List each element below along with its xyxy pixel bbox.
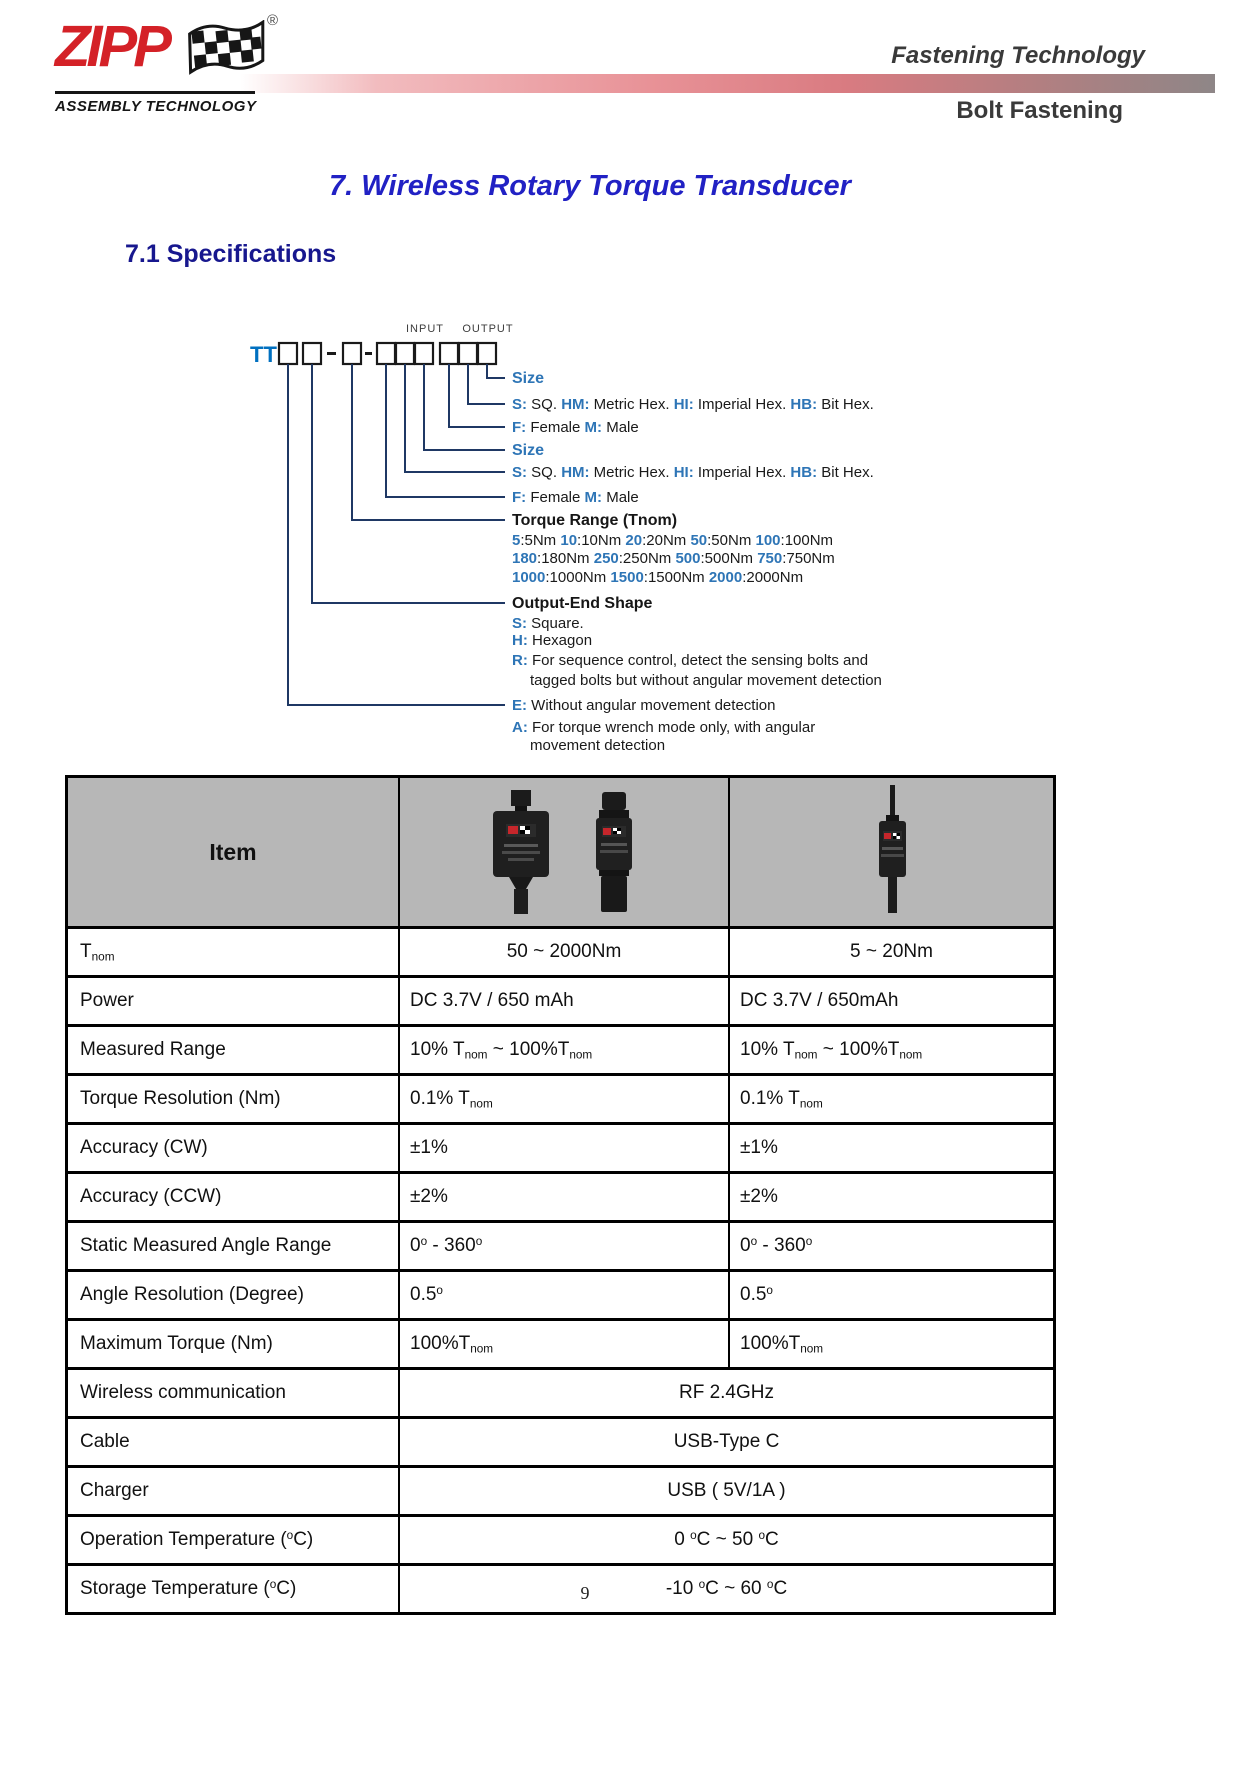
diagram-prefix: TT xyxy=(250,342,277,367)
page-number: 9 xyxy=(580,1583,590,1603)
row-value-span: USB-Type C xyxy=(399,1418,1055,1467)
label-output-end-shape-title: Output-End Shape xyxy=(512,595,653,612)
label-input-hex-codes: S: SQ. HM: Metric Hex. HI: Imperial Hex. HB: Bit Hex. xyxy=(512,464,874,481)
logo-tagline: ASSEMBLY TECHNOLOGY xyxy=(55,98,257,115)
row-value-2: 0$^o$ - 360$^o$ xyxy=(729,1222,1055,1271)
connector-input-gender xyxy=(386,364,505,497)
row-label: Operation Temperature ($^o$C) xyxy=(67,1516,400,1565)
checkered-flag-icon xyxy=(183,20,269,93)
connector-output-gender xyxy=(449,364,505,427)
table-row-measured-range xyxy=(67,1026,1055,1075)
header-fastening-technology: Fastening Technology xyxy=(891,42,1145,69)
row-value-1: DC 3.7V / 650 mAh xyxy=(399,977,729,1026)
connector-output-size xyxy=(487,364,505,378)
diagram-output-label: OUTPUT xyxy=(462,323,514,335)
code-box-2 xyxy=(303,343,321,364)
header-bolt-fastening: Bolt Fastening xyxy=(956,97,1123,124)
label-mode-e: E: Without angular movement detection xyxy=(512,697,776,714)
item-header-cell: Item xyxy=(67,777,400,928)
row-value-1: 10% $T_{nom}$ ~ $100\%T_{nom}$ xyxy=(399,1026,729,1075)
table-row-maximum-torque xyxy=(67,1320,1055,1369)
label-torque-range-title: Torque Range (Tnom) xyxy=(512,512,678,529)
logo-underline xyxy=(55,91,255,94)
row-value-span: USB ( 5V/1A ) xyxy=(399,1467,1055,1516)
code-box-6 xyxy=(415,343,433,364)
code-box-1 xyxy=(279,343,297,364)
table-row-wireless xyxy=(67,1369,1055,1418)
transducer-image-large-a xyxy=(488,790,554,914)
row-label: $T_{nom}$ xyxy=(67,928,400,977)
row-value-2: ±2% xyxy=(729,1173,1055,1222)
connector-mode xyxy=(288,364,505,705)
row-value-2: 0.1% $T_{nom}$ xyxy=(729,1075,1055,1124)
row-value-1: ±1% xyxy=(399,1124,729,1173)
row-value-1: 0.5$^o$ xyxy=(399,1271,729,1320)
row-label: Angle Resolution (Degree) xyxy=(67,1271,400,1320)
header-gradient-bar xyxy=(240,74,1215,93)
code-box-8 xyxy=(459,343,477,364)
table-row-static-angle-range xyxy=(67,1222,1055,1271)
transducer-image-small xyxy=(869,785,915,919)
label-output-end-s: S: Square. xyxy=(512,615,584,632)
label-output-size: Size xyxy=(512,370,545,387)
code-box-5 xyxy=(396,343,414,364)
label-output-gender: F: Female M: Male xyxy=(512,419,639,436)
transducer-image-large-b xyxy=(588,790,640,914)
row-value-1: ±2% xyxy=(399,1173,729,1222)
row-value-1: $100\%T_{nom}$ xyxy=(399,1320,729,1369)
connector-output-end-shape xyxy=(312,364,505,603)
row-label: Cable xyxy=(67,1418,400,1467)
table-row-operation-temperature xyxy=(67,1516,1055,1565)
table-row-tnom xyxy=(67,928,1055,977)
zipp-logo xyxy=(55,10,315,115)
table-row-torque-resolution xyxy=(67,1075,1055,1124)
row-label: Accuracy (CCW) xyxy=(67,1173,400,1222)
row-value-2: $100\%T_{nom}$ xyxy=(729,1320,1055,1369)
row-label: Static Measured Angle Range xyxy=(67,1222,400,1271)
product-image-cell-large-range xyxy=(399,777,729,928)
label-input-gender: F: Female M: Male xyxy=(512,489,639,506)
label-output-hex-codes: S: SQ. HM: Metric Hex. HI: Imperial Hex. HB: Bit Hex. xyxy=(512,396,874,413)
row-value-span: RF 2.4GHz xyxy=(399,1369,1055,1418)
row-value-2: 0.5$^o$ xyxy=(729,1271,1055,1320)
row-label: Maximum Torque (Nm) xyxy=(67,1320,400,1369)
row-label: Charger xyxy=(67,1467,400,1516)
row-value-2: 10% $T_{nom}$ ~ $100\%T_{nom}$ xyxy=(729,1026,1055,1075)
table-row-accuracy-cw xyxy=(67,1124,1055,1173)
diagram-input-label: INPUT xyxy=(406,323,444,335)
row-value-2: DC 3.7V / 650mAh xyxy=(729,977,1055,1026)
logo-brand-text: ZIPP xyxy=(55,14,168,79)
registered-trademark-icon: ® xyxy=(267,12,279,29)
label-input-size: Size xyxy=(512,442,545,459)
label-output-end-h: H: Hexagon xyxy=(512,632,593,649)
code-box-9 xyxy=(478,343,496,364)
row-label: Power xyxy=(67,977,400,1026)
label-output-end-r-cont: tagged bolts but without angular movement detection xyxy=(530,672,882,689)
code-box-4 xyxy=(377,343,395,364)
row-value-span: 0 $^o$C ~ 50 $^o$C xyxy=(399,1516,1055,1565)
product-image-cell-small-range xyxy=(729,777,1055,928)
table-row-angle-resolution xyxy=(67,1271,1055,1320)
label-torque-range-line1: 5:5Nm 10:10Nm 20:20Nm 50:50Nm 100:100Nm xyxy=(512,532,834,549)
row-label: Wireless communication xyxy=(67,1369,400,1418)
table-row-cable xyxy=(67,1418,1055,1467)
row-label: Storage Temperature ($^o$C) xyxy=(67,1565,400,1614)
table-row-charger xyxy=(67,1467,1055,1516)
row-label: Torque Resolution (Nm) xyxy=(67,1075,400,1124)
code-box-7 xyxy=(440,343,458,364)
row-value-2: ±1% xyxy=(729,1124,1055,1173)
row-label: Measured Range xyxy=(67,1026,400,1075)
label-mode-a: A: For torque wrench mode only, with angular xyxy=(512,719,816,736)
row-value-1: 0.1% $T_{nom}$ xyxy=(399,1075,729,1124)
label-output-end-r: R: For sequence control, detect the sensing bolts and xyxy=(512,652,869,669)
table-row-accuracy-ccw xyxy=(67,1173,1055,1222)
specifications-table xyxy=(65,775,1056,1615)
row-label: Accuracy (CW) xyxy=(67,1124,400,1173)
page-title: 7. Wireless Rotary Torque Transducer xyxy=(329,170,851,202)
row-value-1: 50 ~ 2000Nm xyxy=(399,928,729,977)
row-value-span: -10 $^o$C ~ 60 $^o$C xyxy=(399,1565,1055,1614)
section-title: 7.1 Specifications xyxy=(125,240,337,268)
row-value-1: 0$^o$ - 360$^o$ xyxy=(399,1222,729,1271)
row-value-2: 5 ~ 20Nm xyxy=(729,928,1055,977)
table-row-power xyxy=(67,977,1055,1026)
label-torque-range-line2: 180:180Nm 250:250Nm 500:500Nm 750:750Nm xyxy=(512,550,835,567)
table-header-row xyxy=(67,777,1055,928)
label-torque-range-line3: 1000:1000Nm 1500:1500Nm 2000:2000Nm xyxy=(512,569,804,586)
connector-input-hex xyxy=(405,364,505,472)
label-mode-a-cont: movement detection xyxy=(530,737,666,754)
code-box-3 xyxy=(343,343,361,364)
connector-input-size xyxy=(424,364,505,450)
